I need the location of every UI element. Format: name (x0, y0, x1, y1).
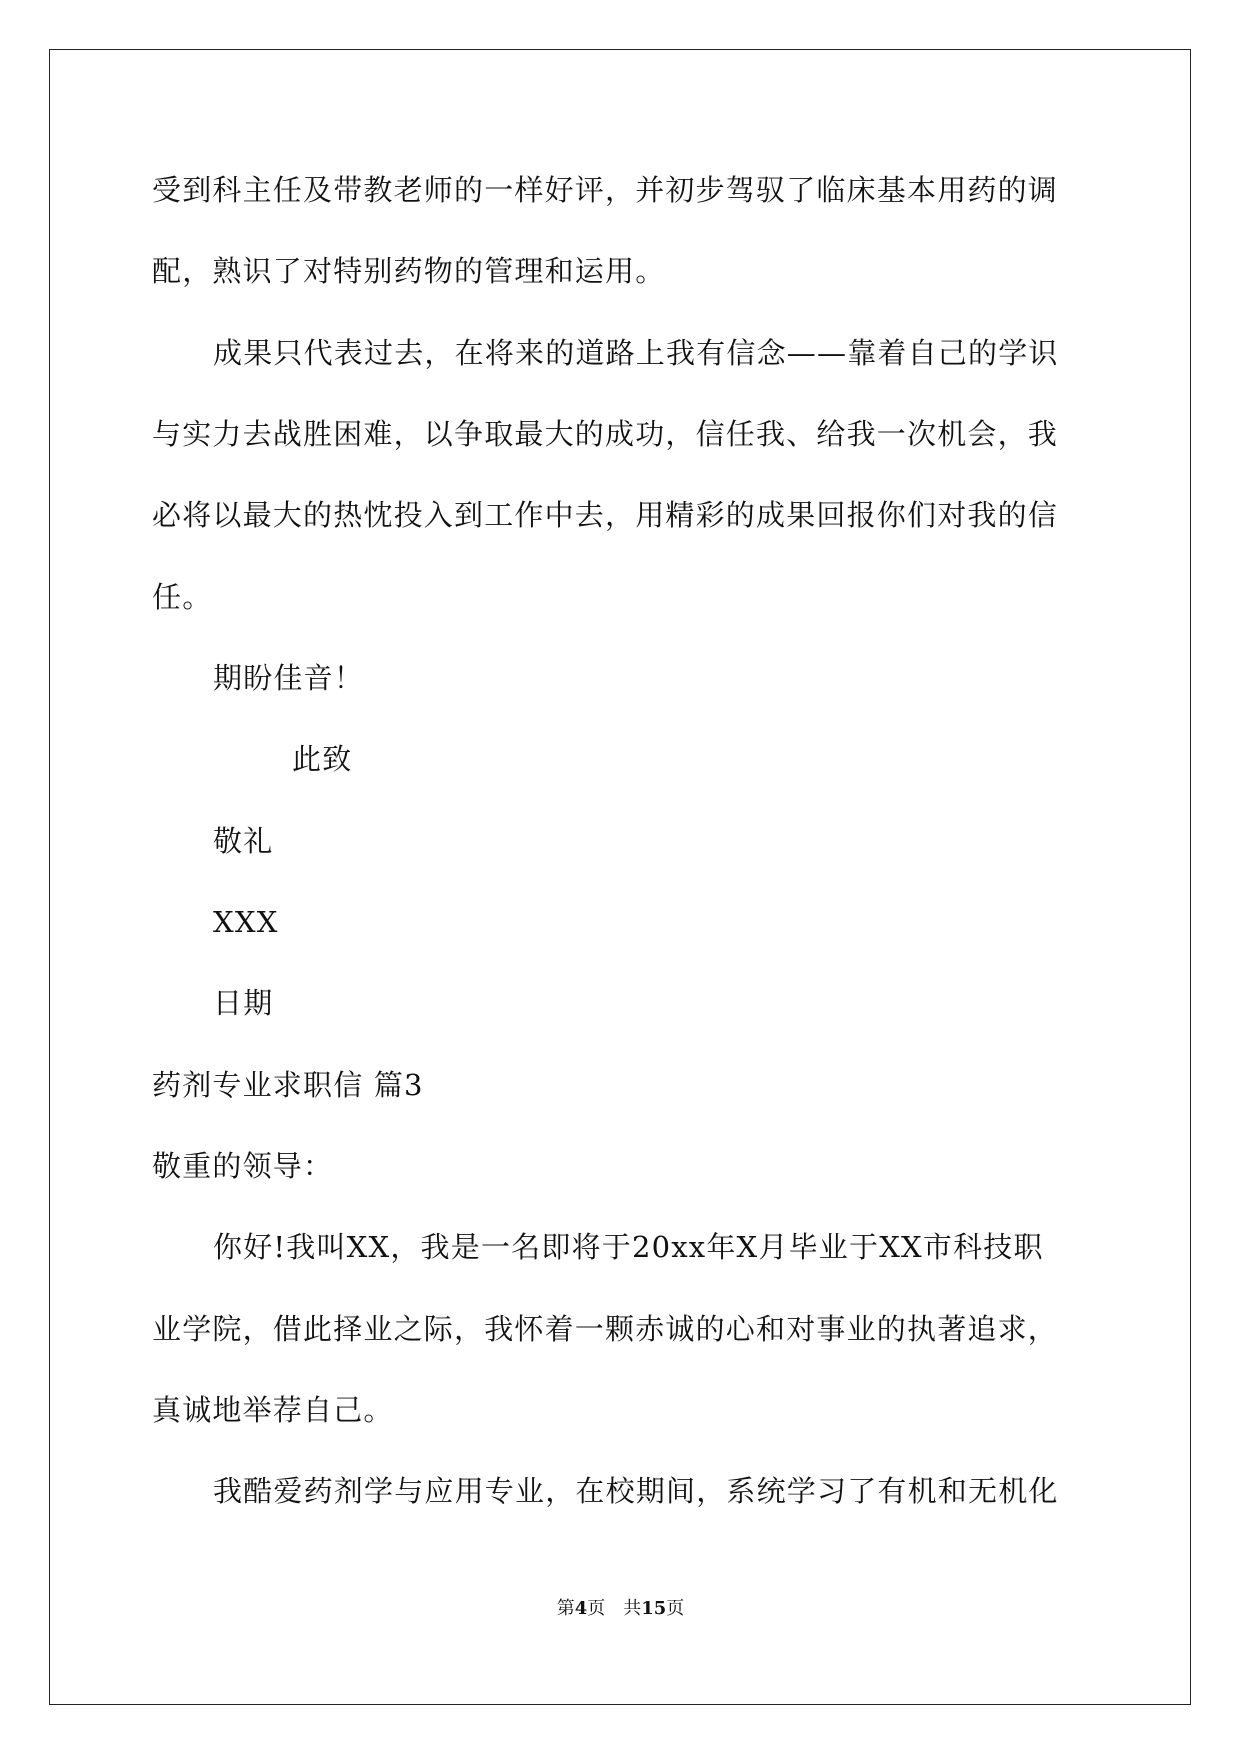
salutation-line: 此致 (292, 742, 353, 776)
page-footer (0, 1597, 1241, 1621)
body-line: 业学院，借此择业之际，我怀着一颗赤诚的心和对事业的执著追求， (152, 1312, 1059, 1346)
signature-date: 日期 (213, 986, 274, 1020)
total-prefix: 共 (623, 1598, 642, 1619)
closing-line: 期盼佳音！ (213, 661, 365, 695)
page-suffix: 页 (587, 1598, 606, 1619)
salutation-line: 敬礼 (213, 824, 274, 858)
page-border (49, 49, 1191, 1705)
greeting-line: 敬重的领导： (152, 1149, 334, 1183)
page-number: 4 (574, 1598, 588, 1619)
section-heading: 药剂专业求职信 篇3 (152, 1068, 424, 1102)
body-line: 我酷爱药剂学与应用专业，在校期间，系统学习了有机和无机化 (213, 1474, 1059, 1508)
body-line: 与实力去战胜困难，以争取最大的成功，信任我、给我一次机会，我 (152, 417, 1059, 451)
total-pages: 15 (641, 1598, 667, 1619)
body-line: 真诚地举荐自己。 (152, 1393, 394, 1427)
signature-name: XXX (213, 905, 279, 939)
body-line: 配，熟识了对特别药物的管理和运用。 (152, 254, 666, 288)
body-line: 必将以最大的热忱投入到工作中去，用精彩的成果回报你们对我的信 (152, 498, 1059, 532)
body-line: 任。 (152, 580, 213, 614)
total-suffix: 页 (666, 1598, 685, 1619)
body-line: 受到科主任及带教老师的一样好评，并初步驾驭了临床基本用药的调 (152, 173, 1059, 207)
body-line: 你好!我叫XX，我是一名即将于20xx年X月毕业于XX市科技职 (213, 1230, 1044, 1264)
body-line: 成果只代表过去，在将来的道路上我有信念——靠着自己的学识 (213, 336, 1059, 370)
page-prefix: 第 (556, 1598, 575, 1619)
